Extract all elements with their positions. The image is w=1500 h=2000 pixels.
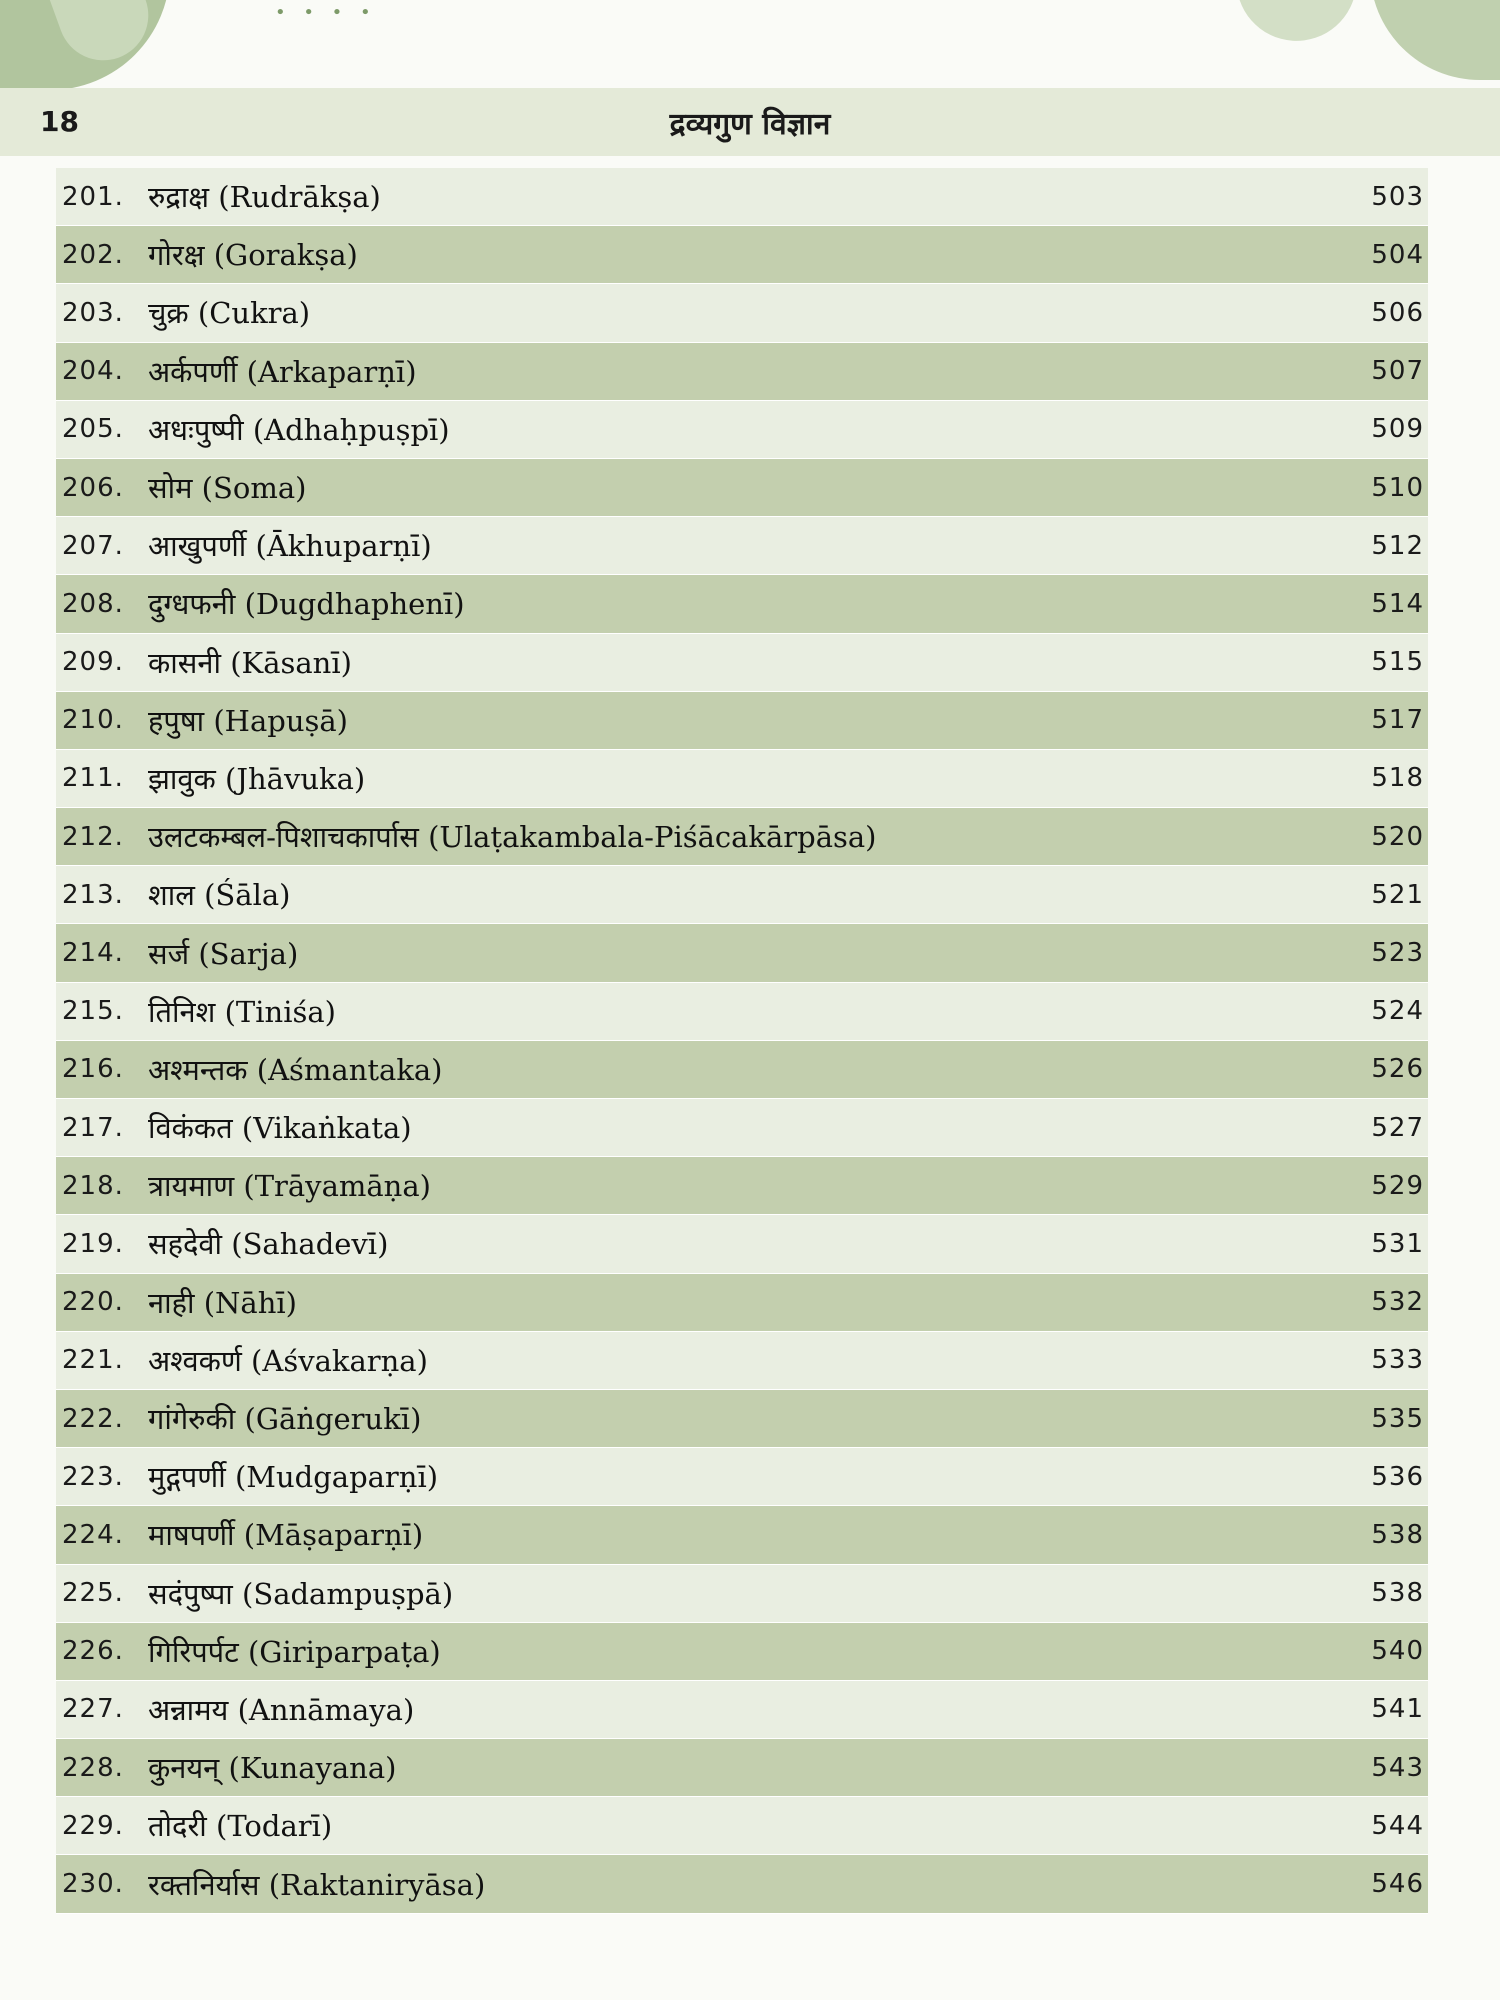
toc-row xyxy=(56,1797,1428,1855)
toc-row xyxy=(56,1506,1428,1564)
toc-entry-name: उलटकम्बल-पिशाचकार्पास (Ulaṭakambala-Piśācakārpāsa) xyxy=(148,820,877,855)
toc-entry-name: अश्वकर्ण (Aśvakarṇa) xyxy=(148,1343,428,1378)
toc-row xyxy=(56,459,1428,517)
toc-entry-page: 532 xyxy=(1371,1287,1424,1318)
toc-entry-page: 544 xyxy=(1371,1810,1424,1841)
toc-row xyxy=(56,168,1428,226)
toc-entry-number: 203. xyxy=(62,297,124,328)
toc-entry-page: 523 xyxy=(1371,938,1424,969)
toc-entry-page: 504 xyxy=(1371,239,1424,270)
toc-row xyxy=(56,284,1428,342)
toc-entry-page: 535 xyxy=(1371,1403,1424,1434)
toc-entry-number: 229. xyxy=(62,1810,124,1841)
toc-row xyxy=(56,1739,1428,1797)
toc-entry-page: 531 xyxy=(1371,1228,1424,1259)
toc-row xyxy=(56,924,1428,982)
toc-entry-name: माषपर्णी (Māṣaparṇī) xyxy=(148,1518,424,1553)
toc-entry-page: 506 xyxy=(1371,297,1424,328)
toc-entry-page: 518 xyxy=(1371,763,1424,794)
toc-row xyxy=(56,1099,1428,1157)
toc-entry-name: आखुपर्णी (Ākhuparṇī) xyxy=(148,529,432,564)
toc-entry-name: कुनयन् (Kunayana) xyxy=(148,1751,397,1786)
toc-entry-name: कासनी (Kāsanī) xyxy=(148,645,352,680)
toc-entry-number: 211. xyxy=(62,763,124,794)
toc-entry-page: 538 xyxy=(1371,1578,1424,1609)
toc-entry-name: त्रायमाण (Trāyamāṇa) xyxy=(148,1169,431,1204)
toc-entry-number: 222. xyxy=(62,1403,124,1434)
toc-entry-page: 521 xyxy=(1371,879,1424,910)
toc-row xyxy=(56,1390,1428,1448)
toc-row xyxy=(56,517,1428,575)
toc-entry-number: 219. xyxy=(62,1228,124,1259)
toc-row xyxy=(56,1041,1428,1099)
toc-entry-name: अश्मन्तक (Aśmantaka) xyxy=(148,1052,443,1087)
toc-entry-page: 524 xyxy=(1371,996,1424,1027)
toc-entry-number: 218. xyxy=(62,1170,124,1201)
page-header xyxy=(0,88,1500,156)
toc-entry-number: 201. xyxy=(62,181,124,212)
toc-entry-number: 209. xyxy=(62,647,124,678)
toc-entry-name: तोदरी (Todarī) xyxy=(148,1809,333,1844)
toc-entry-number: 221. xyxy=(62,1345,124,1376)
toc-entry-name: विकंकत (Vikaṅkata) xyxy=(148,1111,412,1146)
decorative-leaf-top-right xyxy=(1370,0,1500,80)
toc-entry-number: 226. xyxy=(62,1636,124,1667)
toc-entry-number: 224. xyxy=(62,1519,124,1550)
toc-entry-page: 546 xyxy=(1371,1869,1424,1900)
toc-entry-page: 509 xyxy=(1371,414,1424,445)
table-of-contents xyxy=(56,168,1428,1914)
toc-entry-page: 503 xyxy=(1371,181,1424,212)
toc-entry-name: गांगेरुकी (Gāṅgerukī) xyxy=(148,1402,422,1437)
toc-row xyxy=(56,866,1428,924)
toc-entry-page: 517 xyxy=(1371,705,1424,736)
toc-entry-name: दुग्धफनी (Dugdhaphenī) xyxy=(148,587,465,622)
toc-entry-name: सहदेवी (Sahadevī) xyxy=(148,1227,389,1262)
toc-entry-number: 220. xyxy=(62,1287,124,1318)
toc-entry-page: 512 xyxy=(1371,530,1424,561)
toc-entry-page: 510 xyxy=(1371,472,1424,503)
toc-entry-name: नाही (Nāhī) xyxy=(148,1285,297,1320)
toc-entry-number: 223. xyxy=(62,1461,124,1492)
toc-row xyxy=(56,401,1428,459)
toc-row xyxy=(56,1623,1428,1681)
toc-entry-name: गोरक्ष (Gorakṣa) xyxy=(148,238,358,273)
toc-entry-number: 230. xyxy=(62,1869,124,1900)
toc-entry-page: 536 xyxy=(1371,1461,1424,1492)
toc-row xyxy=(56,1855,1428,1913)
toc-entry-name: गिरिपर्पट (Giriparpaṭa) xyxy=(148,1634,441,1669)
toc-entry-number: 207. xyxy=(62,530,124,561)
toc-entry-number: 214. xyxy=(62,938,124,969)
toc-entry-name: सर्ज (Sarja) xyxy=(148,936,299,971)
toc-row xyxy=(56,634,1428,692)
toc-entry-page: 515 xyxy=(1371,647,1424,678)
book-title: द्रव्यगुण विज्ञान xyxy=(669,107,831,142)
toc-entry-number: 217. xyxy=(62,1112,124,1143)
toc-entry-name: सदंपुष्पा (Sadampuṣpā) xyxy=(148,1576,454,1611)
toc-entry-page: 538 xyxy=(1371,1519,1424,1550)
toc-entry-name: रुद्राक्ष (Rudrākṣa) xyxy=(148,180,381,215)
toc-entry-page: 533 xyxy=(1371,1345,1424,1376)
toc-entry-number: 206. xyxy=(62,472,124,503)
toc-entry-number: 202. xyxy=(62,239,124,270)
toc-entry-name: शाल (Śāla) xyxy=(148,878,291,913)
toc-row xyxy=(56,692,1428,750)
toc-entry-name: अधःपुष्पी (Adhaḥpuṣpī) xyxy=(148,412,450,447)
toc-entry-name: हपुषा (Hapuṣā) xyxy=(148,703,348,738)
toc-entry-name: चुक्र (Cukra) xyxy=(148,296,311,331)
toc-entry-name: अन्नामय (Annāmaya) xyxy=(148,1692,415,1727)
toc-entry-name: सोम (Soma) xyxy=(148,471,307,506)
toc-entry-number: 228. xyxy=(62,1752,124,1783)
toc-entry-number: 225. xyxy=(62,1578,124,1609)
page-number: 18 xyxy=(40,105,79,138)
toc-entry-name: रक्तनिर्यास (Raktaniryāsa) xyxy=(148,1867,486,1902)
toc-row xyxy=(56,1157,1428,1215)
toc-row xyxy=(56,1565,1428,1623)
toc-row xyxy=(56,1681,1428,1739)
toc-entry-page: 507 xyxy=(1371,356,1424,387)
toc-entry-name: मुद्गपर्णी (Mudgaparṇī) xyxy=(148,1460,439,1495)
toc-row xyxy=(56,1332,1428,1390)
toc-row xyxy=(56,808,1428,866)
toc-entry-page: 529 xyxy=(1371,1170,1424,1201)
toc-entry-number: 227. xyxy=(62,1694,124,1725)
toc-entry-number: 204. xyxy=(62,356,124,387)
toc-entry-number: 210. xyxy=(62,705,124,736)
toc-entry-number: 205. xyxy=(62,414,124,445)
toc-row xyxy=(56,575,1428,633)
toc-entry-page: 543 xyxy=(1371,1752,1424,1783)
toc-entry-page: 514 xyxy=(1371,588,1424,619)
toc-entry-page: 520 xyxy=(1371,821,1424,852)
decorative-dots: • • • • xyxy=(275,2,377,23)
toc-entry-number: 208. xyxy=(62,588,124,619)
toc-row xyxy=(56,343,1428,401)
decorative-leaf-top-right-small xyxy=(1223,0,1357,54)
toc-entry-page: 541 xyxy=(1371,1694,1424,1725)
toc-entry-name: अर्कपर्णी (Arkaparṇī) xyxy=(148,354,417,389)
toc-entry-page: 526 xyxy=(1371,1054,1424,1085)
toc-entry-number: 215. xyxy=(62,996,124,1027)
toc-entry-number: 212. xyxy=(62,821,124,852)
toc-entry-page: 527 xyxy=(1371,1112,1424,1143)
toc-row xyxy=(56,1274,1428,1332)
toc-row xyxy=(56,750,1428,808)
toc-row xyxy=(56,983,1428,1041)
toc-entry-page: 540 xyxy=(1371,1636,1424,1667)
toc-entry-name: झावुक (Jhāvuka) xyxy=(148,761,366,796)
toc-entry-name: तिनिश (Tiniśa) xyxy=(148,994,336,1029)
toc-row xyxy=(56,226,1428,284)
toc-entry-number: 213. xyxy=(62,879,124,910)
toc-row xyxy=(56,1215,1428,1273)
toc-row xyxy=(56,1448,1428,1506)
toc-entry-number: 216. xyxy=(62,1054,124,1085)
